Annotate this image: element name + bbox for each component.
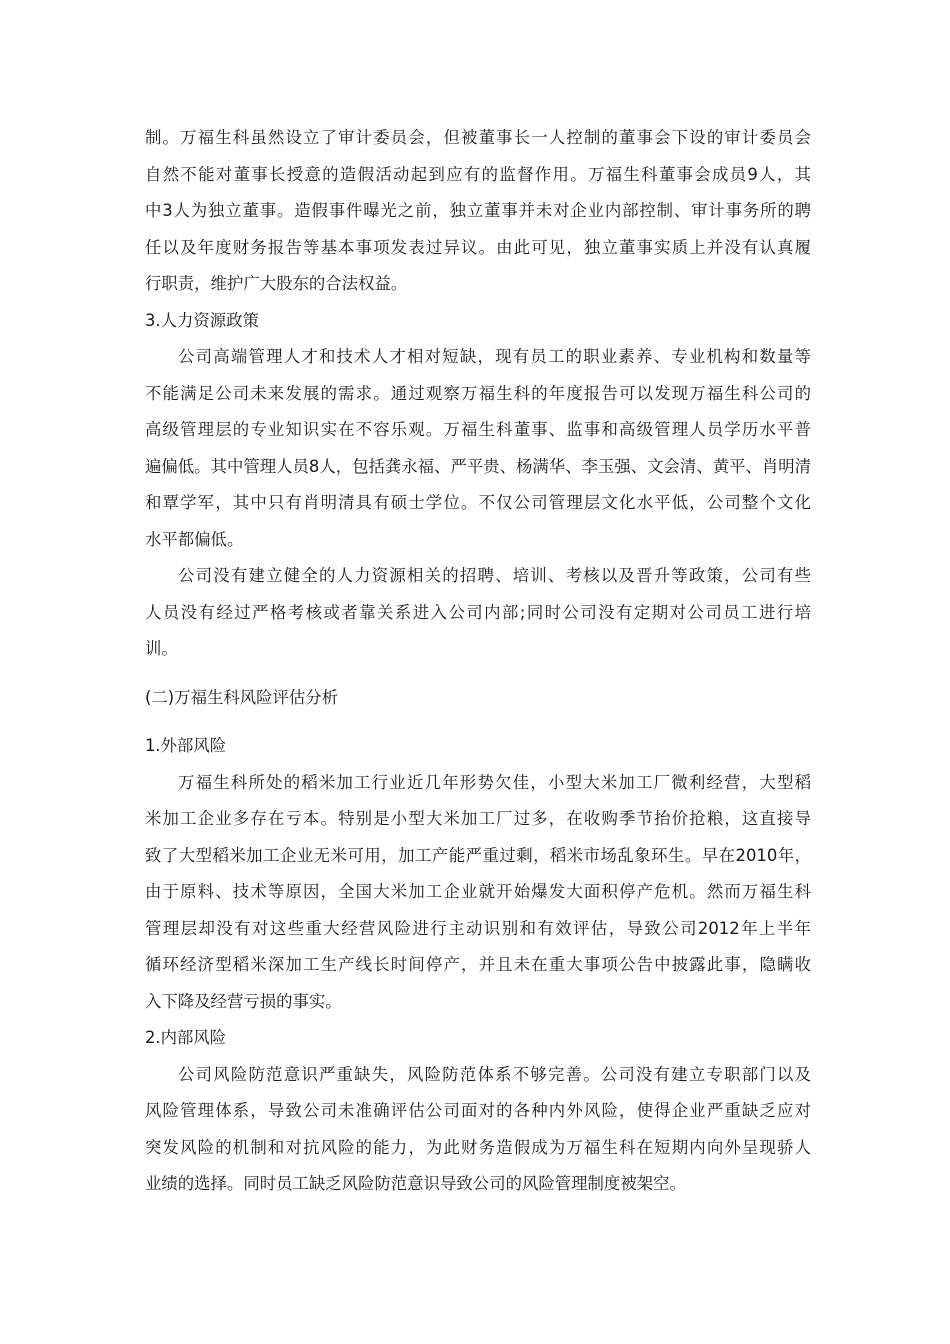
- heading-risk-assessment: (二)万福生科风险评估分析: [145, 687, 339, 707]
- paragraph-hr-talent: [145, 339, 811, 558]
- text-line: 公司高端管理人才和技术人才相对短缺，现有员工的职业素养、专业机构和数量等: [178, 347, 811, 366]
- heading-external-risk: 1.外部风险: [145, 736, 227, 755]
- text-line: 管理层却没有对这些重大经营风险进行主动识别和有效评估，导致公司2012年上半年: [145, 918, 811, 938]
- text-line: 公司没有建立健全的人力资源相关的招聘、培训、考核以及晋升等政策，公司有些: [178, 566, 811, 585]
- text-line: 遍偏低。其中管理人员8人，包括龚永福、严平贵、杨满华、李玉强、文会清、黄平、肖明清: [145, 456, 812, 476]
- text-line: 高级管理层的专业知识实在不容乐观。万福生科董事、监事和高级管理人员学历水平普: [145, 420, 811, 439]
- paragraph-internal-risk: [145, 1057, 811, 1203]
- heading-hr-policy: 3.人力资源政策: [145, 310, 259, 330]
- text-line: 制。万福生科虽然设立了审计委员会，但被董事长一人控制的董事会下设的审计委员会: [145, 128, 811, 147]
- heading-internal-risk: 2.内部风险: [145, 1028, 227, 1047]
- text-line: 不能满足公司未来发展的需求。通过观察万福生科的年度报告可以发现万福生科公司的: [145, 383, 811, 403]
- text-line: 和覃学军，其中只有肖明清具有硕士学位。不仅公司管理层文化水平低，公司整个文化: [145, 493, 811, 512]
- text-line: 由于原料、技术等原因，全国大米加工企业就开始爆发大面积停产危机。然而万福生科: [145, 882, 811, 901]
- text-line: 训。: [145, 639, 178, 658]
- text-line: 米加工企业多存在亏本。特别是小型大米加工厂过多，在收购季节抬价抢粮，这直接导: [145, 809, 811, 828]
- document-body: [145, 120, 811, 1203]
- text-line: 万福生科所处的稻米加工行业近几年形势欠佳，小型大米加工厂微利经营，大型稻: [178, 772, 811, 792]
- text-line: 突发风险的机制和对抗风险的能力，为此财务造假成为万福生科在短期内向外呈现骄人: [145, 1137, 811, 1157]
- text-line: 致了大型稻米加工企业无米可用，加工产能严重过剩，稻米市场乱象环生。早在2010年，: [145, 845, 811, 865]
- text-line: 循环经济型稻米深加工生产线长时间停产，并且未在重大事项公告中披露此事，隐瞒收: [145, 955, 811, 974]
- text-line: 业绩的选择。同时员工缺乏风险防范意识导致公司的风险管理制度被架空。: [145, 1174, 686, 1193]
- text-line: 任以及年度财务报告等基本事项发表过异议。由此可见，独立董事实质上并没有认真履: [145, 237, 811, 257]
- paragraph-independent-directors: [145, 120, 811, 303]
- text-line: 行职责，维护广大股东的合法权益。: [145, 274, 408, 293]
- text-line: 中3人为独立董事。造假事件曝光之前，独立董事并未对企业内部控制、审计事务所的聘: [145, 201, 811, 220]
- paragraph-hr-policies: [145, 558, 811, 668]
- text-line: 水平都偏低。: [145, 529, 244, 549]
- text-line: 风险管理体系，导致公司未准确评估公司面对的各种内外风险，使得企业严重缺乏应对: [145, 1101, 811, 1120]
- text-line: 自然不能对董事长授意的造假活动起到应有的监督作用。万福生科董事会成员9人，其: [145, 164, 811, 184]
- text-line: 公司风险防范意识严重缺失，风险防范体系不够完善。公司没有建立专职部门以及: [178, 1064, 811, 1084]
- text-line: 人员没有经过严格考核或者靠关系进入公司内部;同时公司没有定期对公司员工进行培: [145, 602, 811, 622]
- text-line: 入下降及经营亏损的事实。: [145, 991, 342, 1011]
- paragraph-external-risk: [145, 765, 811, 1021]
